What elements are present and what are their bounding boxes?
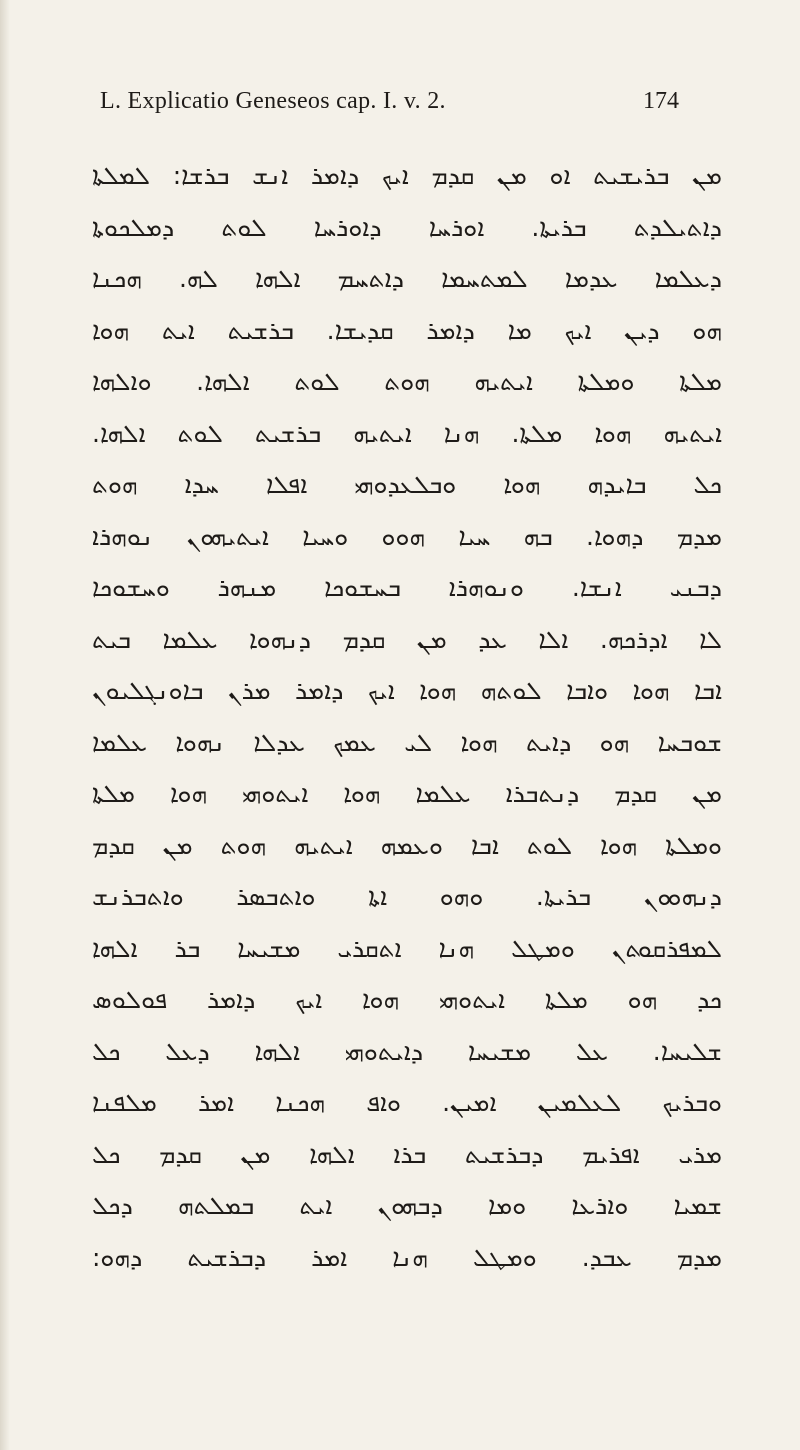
text-line: ܟܕ ܗܘ ܡܠܬܐ ܐܝܬܘܗܝ ܗܘܐ ܐܝܟ ܕܐܡܪ ܦܘܠܘܣ (92, 985, 722, 1014)
text-line: ܡܢ ܩܕܡ ܕܢܬܒܪܐ ܥܠܡܐ ܗܘܐ ܐܝܬܘܗܝ ܗܘܐ ܡܠܬܐ (92, 779, 722, 808)
text-line: ܠܡܦܪܩܘܬܢ ܘܡܛܠ ܗܢܐ ܐܬܩܪܝ ܡܫܝܚܐ ܒܪ ܐܠܗܐ (92, 933, 722, 963)
text-line: ܡܪܝ ܐܦܪܝܡ ܕܒܪܫܝܬ ܒܪܐ ܐܠܗܐ ܡܢ ܩܕܡ ܟܠ (92, 1139, 722, 1169)
text-line: ܫܘܒܚܐ ܗܘ ܕܐܝܬ ܗܘܐ ܠܝ ܥܡܟ ܥܕܠܐ ܢܗܘܐ ܥܠܡܐ (92, 727, 722, 757)
running-title: L. Explicatio Geneseos cap. I. v. 2. (100, 88, 446, 114)
page-number: 174 (643, 88, 679, 114)
text-line: ܘܡܠܬܐ ܗܘܐ ܠܘܬ ܐܒܐ ܘܥܡܗ ܐܝܬܝܗ ܗܘܬ ܡܢ ܩܕܡ (92, 830, 722, 860)
text-line: ܟܠ ܒܐܝܕܗ ܗܘܐ ܘܒܠܥܕܘܗܝ ܐܦܠܐ ܚܕܐ ܗܘܬ (92, 470, 722, 499)
text-line: ܐܝܬܝܗ ܗܘܐ ܡܠܬܐ. ܗܢܐ ܐܝܬܝܗ ܒܪܫܝܬ ܠܘܬ ܐܠܗܐ. (92, 418, 722, 448)
text-line: ܡܕܡ ܕܗܘܐ. ܒܗ ܚܝܐ ܗܘܘ ܘܚܝܐ ܐܝܬܝܗܘܢ ܢܘܗܪܐ (92, 521, 722, 551)
text-line: ܘܒܪܝܟ ܠܥܠܡܝܢ ܐܡܝܢ. ܘܐܦ ܗܟܢܐ ܐܡܪ ܡܠܦܢܐ (92, 1088, 722, 1117)
text-line: ܠܐ ܐܕܪܟܗ. ܐܠܐ ܥܕ ܡܢ ܩܕܡ ܕܢܗܘܐ ܥܠܡܐ ܒܝܬ (92, 624, 722, 654)
running-header (0, 88, 800, 128)
text-line: ܕܒܢܝ ܐܢܫܐ. ܘܢܘܗܪܐ ܒܚܫܘܟܐ ܡܢܗܪ ܘܚܫܘܟܐ (92, 573, 722, 602)
text-line: ܫܡܝܐ ܘܐܪܥܐ ܘܡܐ ܕܒܗܘܢ ܐܝܬ ܒܡܠܬܗ ܕܟܠ (92, 1191, 722, 1220)
text-line: ܡܠܬܐ ܘܡܠܬܐ ܐܝܬܝܗ ܗܘܬ ܠܘܬ ܐܠܗܐ. ܘܐܠܗܐ (92, 367, 722, 396)
text-line: ܫܠܝܚܐ. ܥܠ ܡܫܝܚܐ ܕܐܝܬܘܗܝ ܐܠܗܐ ܕܥܠ ܟܠ (92, 1036, 722, 1066)
text-line: ܕܐܬܝܠܕܬ ܒܪܝܬܐ. ܐܘܪܚܐ ܕܐܘܪܚܐ ܠܘܬ ܕܡܠܟܘܬܐ (92, 212, 722, 242)
text-line: ܕܥܠܡܐ ܥܕܡܐ ܠܡܬܚܡܐ ܕܐܬܚܡ ܐܠܗܐ ܠܗ. ܗܟܢܐ (92, 264, 722, 293)
text-line: ܐܒܐ ܗܘܐ ܘܐܒܐ ܠܘܬܗ ܗܘܐ ܐܝܟ ܕܐܡܪ ܡܪܢ ܒܐܘܢܓܠܝܘܢ (92, 676, 722, 705)
text-line: ܗܘ ܕܝܢ ܐܝܟ ܡܐ ܕܐܡܪ ܩܕܝܫܐ. ܒܪܫܝܬ ܐܝܬ ܗܘܐ (92, 315, 722, 345)
text-line: ܡܕܡ ܥܒܕ. ܘܡܛܠ ܗܢܐ ܐܡܪ ܕܒܪܫܝܬ ܕܗܘ: (92, 1242, 722, 1272)
text-line: ܕܢܗܘܘܢ ܒܪܝܬܐ. ܘܗܘ ܐܬܐ ܘܐܬܒܣܪ ܘܐܬܒܪܢܫ (92, 882, 722, 911)
syriac-text-block (92, 150, 722, 1283)
text-line: ܡܢ ܒܪܝܫܝܬ ܐܘ ܡܢ ܩܕܡ ܐܝܟ ܕܐܡܪ ܐܢܫ ܒܪܫܐ: ܠܡܠܬܐ (92, 161, 722, 190)
page-gutter-shadow (0, 0, 10, 1450)
